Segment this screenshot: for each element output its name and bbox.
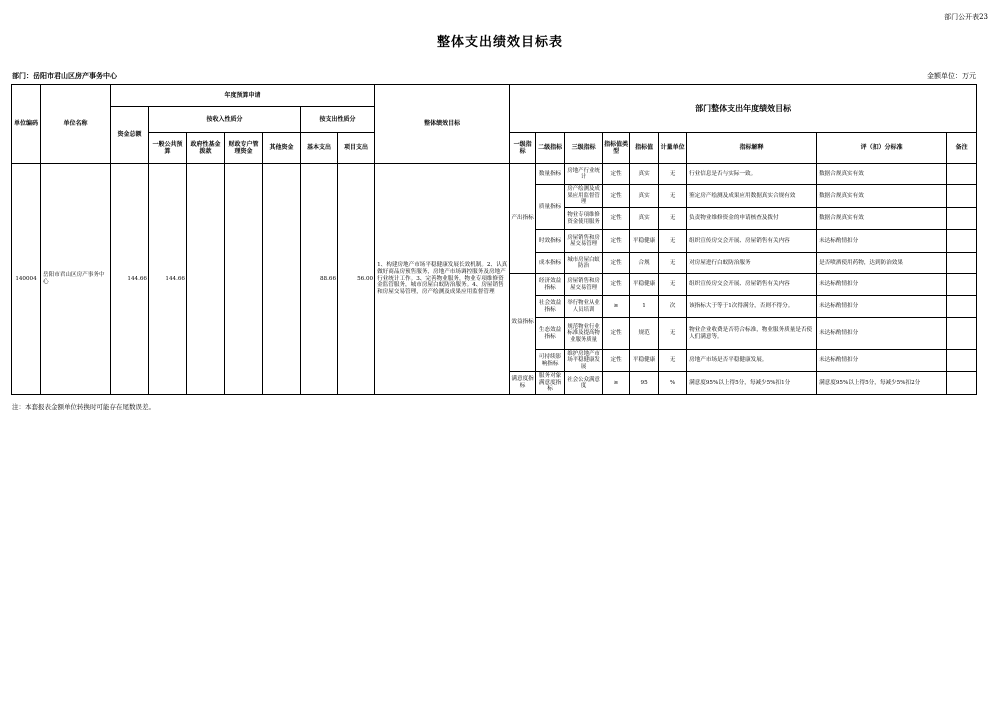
header-basic-expense: 基本支出 <box>301 133 338 164</box>
header-gov-fund: 政府性基金拨款 <box>187 133 225 164</box>
scoring-cell: 数据合规真实有效 <box>817 208 947 230</box>
header-annual-budget: 年度预算申请 <box>111 85 375 107</box>
scoring-cell: 未达标酌情扣分 <box>817 274 947 296</box>
level2-cell: 质量指标 <box>536 185 565 230</box>
header-unit-code: 单位编码 <box>12 85 41 164</box>
total-funds-cell: 144.66 <box>111 164 149 395</box>
value-cell: 平稳健康 <box>630 274 659 296</box>
level2-cell: 成本指标 <box>536 253 565 274</box>
explanation-cell: 物业企业收费是否符合标准，物业服务质量是否使人们满意等。 <box>687 318 817 350</box>
level3-cell: 维护房地产市场平稳健康发展 <box>565 350 603 372</box>
scoring-cell: 未达标酌情扣分 <box>817 350 947 372</box>
level2-cell: 经济效益指标 <box>536 274 565 296</box>
measure-unit-cell: 次 <box>659 296 687 318</box>
header-project-expense: 项目支出 <box>338 133 375 164</box>
header-level3: 三级指标 <box>565 133 603 164</box>
unit-code-cell: 140004 <box>12 164 41 395</box>
gov-fund-cell <box>187 164 225 395</box>
header-value: 指标值 <box>630 133 659 164</box>
header-measure-unit: 计量单位 <box>659 133 687 164</box>
level2-cell: 时效指标 <box>536 230 565 253</box>
header-total-funds: 资金总额 <box>111 107 149 164</box>
header-remarks: 备注 <box>947 133 977 164</box>
level3-cell: 房产绘测及成果应用监督管理 <box>565 185 603 208</box>
value-type-cell: 定性 <box>603 185 630 208</box>
value-type-cell: 定性 <box>603 230 630 253</box>
level3-cell: 规范物业行业标准及提高物业服务质量 <box>565 318 603 350</box>
page-ref: 部门公开表23 <box>944 13 988 21</box>
measure-unit-cell: 无 <box>659 318 687 350</box>
explanation-cell: 满意度95%以上得5分，每减少5%扣1分 <box>687 372 817 395</box>
remark-cell <box>947 230 977 253</box>
explanation-cell: 组织宣传房交会开展、房屋销售有关内容 <box>687 230 817 253</box>
measure-unit-cell: 无 <box>659 208 687 230</box>
scoring-cell: 数据合规真实有效 <box>817 164 947 185</box>
scoring-cell: 未达标酌情扣分 <box>817 296 947 318</box>
explanation-cell: 对房屋进行白蚁防治服务 <box>687 253 817 274</box>
value-type-cell: 定性 <box>603 164 630 185</box>
level1-satisfaction: 满意度指标 <box>510 372 536 395</box>
measure-unit-cell: 无 <box>659 274 687 296</box>
remark-cell <box>947 318 977 350</box>
remark-cell <box>947 253 977 274</box>
value-cell: 1 <box>630 296 659 318</box>
currency-unit-label: 金额单位：万元 <box>927 72 976 80</box>
value-type-cell: 定性 <box>603 350 630 372</box>
measure-unit-cell: 无 <box>659 230 687 253</box>
value-cell: 平稳健康 <box>630 230 659 253</box>
value-cell: 规范 <box>630 318 659 350</box>
remark-cell <box>947 296 977 318</box>
explanation-cell: 行业信息是否与实际一致。 <box>687 164 817 185</box>
header-unit-name: 单位名称 <box>41 85 111 164</box>
value-cell: 真实 <box>630 208 659 230</box>
value-type-cell: 定性 <box>603 318 630 350</box>
value-cell: 平稳健康 <box>630 350 659 372</box>
header-value-type: 指标值类型 <box>603 133 630 164</box>
level2-cell: 社会效益指标 <box>536 296 565 318</box>
header-special-fund: 财政专户管理资金 <box>225 133 263 164</box>
page-title: 整体支出绩效目标表 <box>436 35 563 50</box>
level3-cell: 城市房屋白蚁防治 <box>565 253 603 274</box>
measure-unit-cell: 无 <box>659 164 687 185</box>
remark-cell <box>947 274 977 296</box>
level3-cell: 房屋销售和房屋交易管理 <box>565 274 603 296</box>
value-cell: 真实 <box>630 164 659 185</box>
level3-cell: 房地产行业统计 <box>565 164 603 185</box>
level3-cell: 举行物业从业人员培训 <box>565 296 603 318</box>
header-dept-goal: 部门整体支出年度绩效目标 <box>510 85 977 133</box>
measure-unit-cell: 无 <box>659 253 687 274</box>
value-type-cell: 定性 <box>603 274 630 296</box>
header-scoring: 评（扣）分标准 <box>817 133 947 164</box>
general-budget-cell: 144.66 <box>149 164 187 395</box>
remark-cell <box>947 350 977 372</box>
level3-cell: 物业专项维修资金使用服务 <box>565 208 603 230</box>
header-by-income: 按收入性质分 <box>149 107 301 133</box>
scoring-cell: 满意度95%以上得5分，每减少5%扣2分 <box>817 372 947 395</box>
special-fund-cell <box>225 164 263 395</box>
explanation-cell: 该指标大于等于1次得满分，否则不得分。 <box>687 296 817 318</box>
department-label: 部门：岳阳市君山区房产事务中心 <box>12 71 117 80</box>
scoring-cell: 是否喷洒使用药物，达到防治效果 <box>817 253 947 274</box>
header-other-funds: 其他资金 <box>263 133 301 164</box>
value-type-cell: ≥ <box>603 296 630 318</box>
level1-output: 产出指标 <box>510 164 536 274</box>
explanation-cell: 组织宣传房交会开展、房屋销售有关内容 <box>687 274 817 296</box>
footnote: 注：本套报表金额单位转换时可能存在尾数误差。 <box>12 403 155 411</box>
remark-cell <box>947 185 977 208</box>
value-cell: 95 <box>630 372 659 395</box>
measure-unit-cell: 无 <box>659 350 687 372</box>
header-explanation: 指标解释 <box>687 133 817 164</box>
overall-goal-text: 1、构建房地产市场平稳健康发展长效机制。2、认真做好商品房预售服务，房地产市场调控服务及房地产行业统计工作。3、完善物业服务，物业专项维修资金监管服务，城市房屋白蚁防治服务。4、房屋销售和房屋交易管理，房产绘测及成果应用监督管理 <box>375 164 510 395</box>
unit-name-cell: 岳阳市君山区房产事务中心 <box>41 164 111 395</box>
level2-cell: 可持续影响指标 <box>536 350 565 372</box>
header-general-budget: 一般公共预算 <box>149 133 187 164</box>
measure-unit-cell: % <box>659 372 687 395</box>
remark-cell <box>947 372 977 395</box>
value-type-cell: 定性 <box>603 208 630 230</box>
performance-table <box>11 84 977 395</box>
explanation-cell: 负责物业维修资金的申请核查及拨付 <box>687 208 817 230</box>
level2-cell: 生态效益指标 <box>536 318 565 350</box>
level2-cell: 服务对象满意度指标 <box>536 372 565 395</box>
header-by-expense: 按支出性质分 <box>301 107 375 133</box>
remark-cell <box>947 164 977 185</box>
remark-cell <box>947 208 977 230</box>
value-type-cell: ≥ <box>603 372 630 395</box>
header-level1: 一级指标 <box>510 133 536 164</box>
level3-cell: 社会公众满意度 <box>565 372 603 395</box>
explanation-cell: 鉴定房产绘测及成果应用数据真实合规有效 <box>687 185 817 208</box>
header-level2: 二级指标 <box>536 133 565 164</box>
level2-cell: 数量指标 <box>536 164 565 185</box>
level1-effect: 效益指标 <box>510 274 536 372</box>
measure-unit-cell: 无 <box>659 185 687 208</box>
header-overall-goal: 整体绩效目标 <box>375 85 510 164</box>
project-expense-cell: 56.00 <box>338 164 375 395</box>
scoring-cell: 未达标酌情扣分 <box>817 230 947 253</box>
other-funds-cell <box>263 164 301 395</box>
value-cell: 合规 <box>630 253 659 274</box>
level3-cell: 房屋销售和房屋交易管理 <box>565 230 603 253</box>
scoring-cell: 未达标酌情扣分 <box>817 318 947 350</box>
scoring-cell: 数据合规真实有效 <box>817 185 947 208</box>
table-row <box>12 164 977 185</box>
value-cell: 真实 <box>630 185 659 208</box>
value-type-cell: 定性 <box>603 253 630 274</box>
explanation-cell: 房地产市场是否平稳健康发展。 <box>687 350 817 372</box>
basic-expense-cell: 88.66 <box>301 164 338 395</box>
